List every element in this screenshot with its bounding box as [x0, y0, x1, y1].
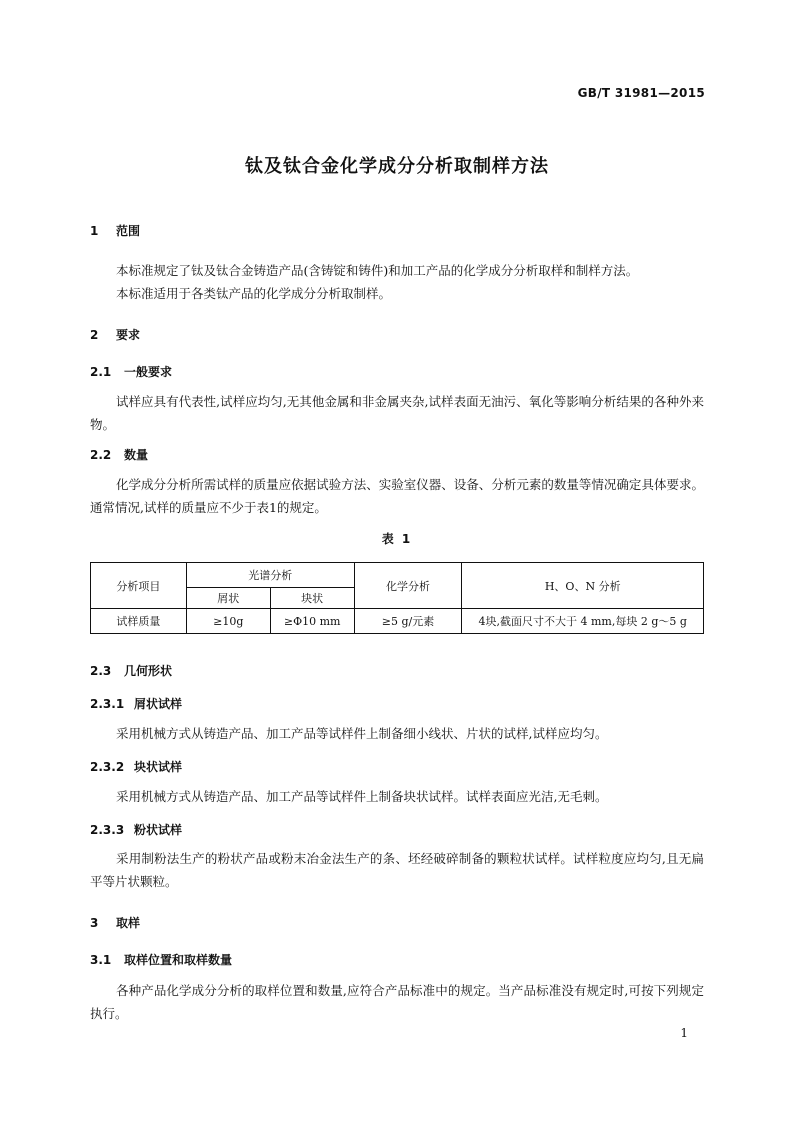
section-title: 屑状试样 [134, 697, 183, 711]
section-number: 1 [90, 224, 99, 238]
header-block: 块状 [270, 588, 354, 609]
table-caption: 表 1 [381, 532, 413, 546]
heading-section-2-2 [90, 446, 148, 463]
section-title: 数量 [124, 448, 149, 462]
cell-chemical-mass: ≥5 g/元素 [354, 609, 462, 634]
heading-section-2-3 [90, 662, 172, 679]
table-row [91, 609, 704, 634]
heading-section-2 [90, 326, 140, 343]
heading-section-2-1 [90, 363, 172, 380]
section-title: 一般要求 [124, 365, 173, 379]
section-number: 3 [90, 916, 99, 930]
paragraph-quantity: 化学成分分析所需试样的质量应依据试验方法、实验室仪器、设备、分析元素的数量等情况确定具体要求。通常情况,试样的质量应不少于表1的规定。 [90, 477, 704, 515]
section-title: 几何形状 [124, 664, 173, 678]
section-number: 2.3.3 [90, 823, 125, 837]
section-title: 要求 [116, 328, 141, 342]
header-chemical-analysis: 化学分析 [354, 563, 462, 609]
row-label-sample-mass: 试样质量 [91, 609, 187, 634]
header-chip: 屑状 [186, 588, 270, 609]
standard-number: GB/T 31981—2015 [577, 86, 705, 100]
paragraph-scope-1: 本标准规定了钛及钛合金铸造产品(含铸锭和铸件)和加工产品的化学成分分析取样和制样方法。 [116, 263, 639, 278]
section-number: 2.3.1 [90, 697, 125, 711]
heading-section-3 [90, 914, 140, 931]
section-title: 取样位置和取样数量 [124, 953, 233, 967]
heading-section-2-3-3 [90, 821, 182, 838]
cell-chip-mass: ≥10g [186, 609, 270, 634]
paragraph-scope-2: 本标准适用于各类钛产品的化学成分分析取制样。 [116, 286, 392, 301]
section-title: 范围 [116, 224, 141, 238]
heading-section-2-3-1 [90, 695, 182, 712]
section-number: 3.1 [90, 953, 112, 967]
paragraph-chip-sample: 采用机械方式从铸造产品、加工产品等试样件上制备细小线状、片状的试样,试样应均匀。 [116, 726, 608, 741]
section-number: 2.3 [90, 664, 112, 678]
paragraph-block-sample: 采用机械方式从铸造产品、加工产品等试样件上制备块状试样。试样表面应光洁,无毛刺。 [116, 789, 608, 804]
section-title: 粉状试样 [134, 823, 183, 837]
section-number: 2.3.2 [90, 760, 125, 774]
header-analysis-item: 分析项目 [91, 563, 187, 609]
heading-section-1 [90, 222, 140, 239]
paragraph-sampling-position: 各种产品化学成分分析的取样位置和数量,应符合产品标准中的规定。当产品标准没有规定时,可按下列规定执行。 [90, 983, 704, 1021]
section-title: 取样 [116, 916, 141, 930]
heading-section-3-1 [90, 951, 232, 968]
section-title: 块状试样 [134, 760, 183, 774]
header-spectral-analysis: 光谱分析 [186, 563, 354, 588]
header-hon-analysis: H、O、N 分析 [462, 563, 704, 609]
section-number: 2 [90, 328, 99, 342]
heading-section-2-3-2 [90, 758, 182, 775]
section-number: 2.1 [90, 365, 112, 379]
paragraph-powder-sample: 采用制粉法生产的粉状产品或粉末冶金法生产的条、坯经破碎制备的颗粒状试样。试样粒度应均匀,且无扁平等片状颗粒。 [90, 851, 704, 889]
page-number: 1 [680, 1026, 688, 1040]
cell-hon-requirement: 4块,截面尺寸不大于 4 mm,每块 2 g～5 g [462, 609, 704, 634]
cell-block-size: ≥Φ10 mm [270, 609, 354, 634]
section-number: 2.2 [90, 448, 112, 462]
sample-mass-table [90, 562, 704, 634]
document-title: 钛及钛合金化学成分分析取制样方法 [245, 156, 549, 177]
paragraph-general-requirements: 试样应具有代表性,试样应均匀,无其他金属和非金属夹杂,试样表面无油污、氧化等影响分析结果的各种外来物。 [90, 394, 704, 432]
